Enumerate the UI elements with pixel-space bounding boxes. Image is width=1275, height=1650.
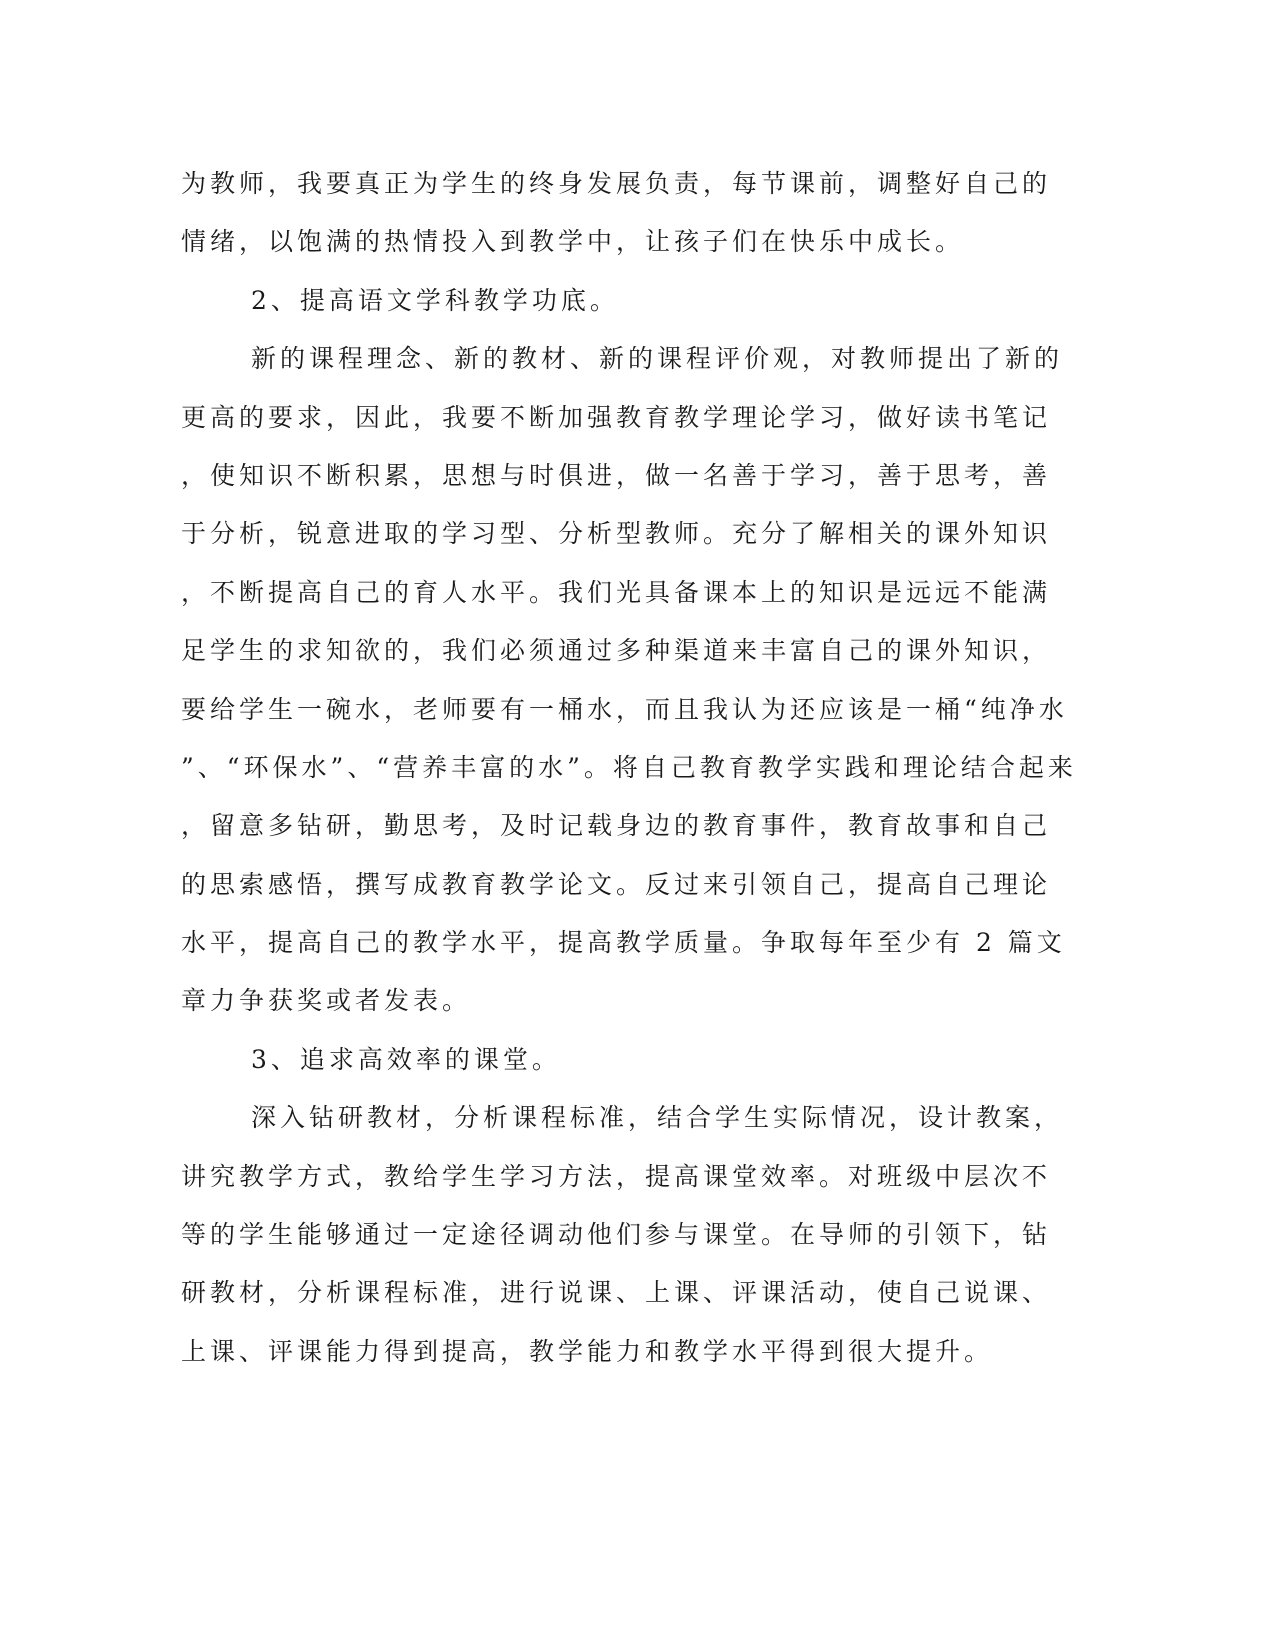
section-heading: 3、追求高效率的课堂。 bbox=[251, 1044, 561, 1074]
text-line: 足学生的求知欲的，我们必须通过多种渠道来丰富自己的课外知识， bbox=[181, 636, 1052, 666]
text-line: 讲究教学方式，教给学生学习方法，提高课堂效率。对班级中层次不 bbox=[181, 1161, 1052, 1191]
text-line: 的思索感悟，撰写成教育教学论文。反过来引领自己，提高自己理论 bbox=[181, 869, 1052, 899]
text-line: 情绪，以饱满的热情投入到教学中，让孩子们在快乐中成长。 bbox=[181, 227, 965, 257]
text-line: 更高的要求，因此，我要不断加强教育教学理论学习，做好读书笔记 bbox=[181, 402, 1052, 432]
text-line: 上课、评课能力得到提高，教学能力和教学水平得到很大提升。 bbox=[181, 1336, 994, 1366]
text-line: ”、“环保水”、“营养丰富的水”。将自己教育教学实践和理论结合起来 bbox=[181, 752, 1077, 782]
text-line: 等的学生能够通过一定途径调动他们参与课堂。在导师的引领下，钻 bbox=[181, 1220, 1052, 1250]
text-line: ，使知识不断积累，思想与时俱进，做一名善于学习，善于思考，善 bbox=[181, 460, 1052, 490]
text-line: 为教师，我要真正为学生的终身发展负责，每节课前，调整好自己的 bbox=[181, 169, 1052, 198]
text-line: ，不断提高自己的育人水平。我们光具备课本上的知识是远远不能满 bbox=[181, 577, 1052, 607]
document-body bbox=[181, 155, 1077, 1381]
text-line: 要给学生一碗水，老师要有一桶水，而且我认为还应该是一桶“纯净水 bbox=[181, 694, 1068, 724]
text-line: ，留意多钻研，勤思考，及时记载身边的教育事件，教育故事和自己 bbox=[181, 811, 1052, 841]
text-line: 研教材，分析课程标准，进行说课、上课、评课活动，使自己说课、 bbox=[181, 1278, 1052, 1308]
text-line: 章力争获奖或者发表。 bbox=[181, 986, 472, 1016]
text-line: 深入钻研教材，分析课程标准，结合学生实际情况，设计教案， bbox=[251, 1103, 1064, 1133]
text-line: 新的课程理念、新的教材、新的课程评价观，对教师提出了新的 bbox=[251, 344, 1064, 374]
text-line: 水平，提高自己的教学水平，提高教学质量。争取每年至少有 2 篇文 bbox=[181, 928, 1066, 958]
section-heading: 2、提高语文学科教学功底。 bbox=[251, 285, 619, 315]
text-line: 于分析，锐意进取的学习型、分析型教师。充分了解相关的课外知识 bbox=[181, 519, 1052, 549]
